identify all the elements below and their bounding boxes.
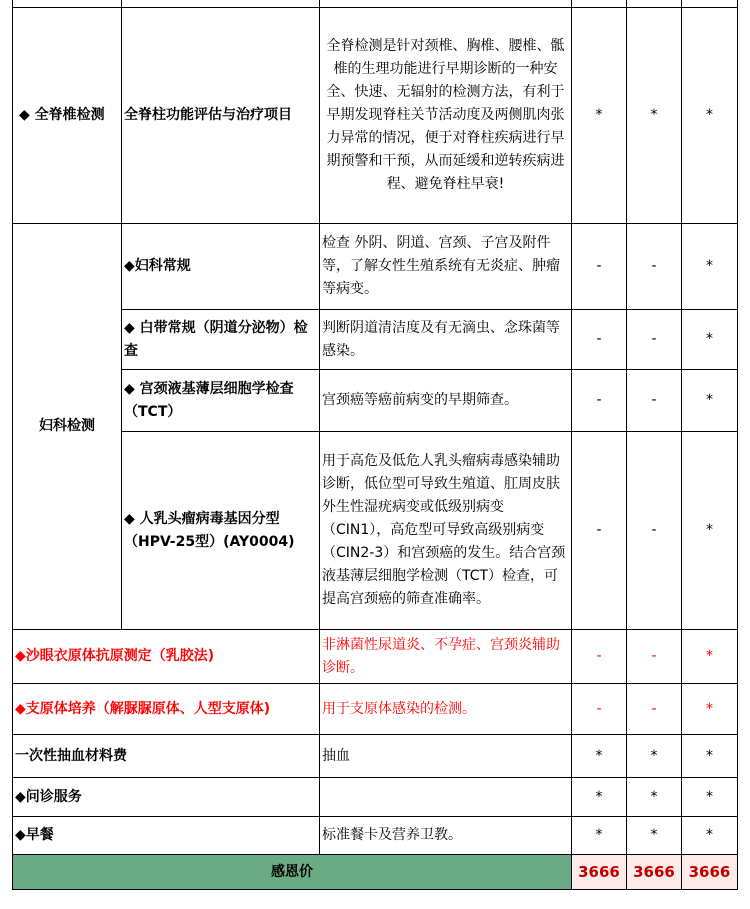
mark-3: *: [682, 224, 738, 310]
mark-2: -: [627, 432, 682, 630]
mark-3: *: [682, 778, 738, 817]
item-blood: 一次性抽血材料费: [13, 735, 320, 778]
mark-1: -: [572, 432, 627, 630]
desc-spine: 全脊检测是针对颈椎、胸椎、腰椎、骶椎的生理功能进行早期诊断的一种安全、快速、无辐射的检测方法，有利于早期发现脊柱关节活动度及两侧肌肉张力异常的情况，便于对脊柱疾病进行早期预警和干预，从而延缓和逆转疾病进程、避免脊柱早衰!: [320, 8, 572, 224]
mark-2: -: [627, 224, 682, 310]
desc-blood: 抽血: [320, 735, 572, 778]
item-spine: 全脊柱功能评估与治疗项目: [122, 8, 320, 224]
mark-1: -: [572, 370, 627, 432]
item-tct: ◆ 宫颈液基薄层细胞学检查（TCT）: [122, 370, 320, 432]
item-consult: ◆问诊服务: [13, 778, 320, 817]
mark-1: -: [572, 224, 627, 310]
desc-gyn-routine: 检查 外阴、阴道、宫颈、子宫及附件等，了解女性生殖系统有无炎症、肿瘤等病变。: [320, 224, 572, 310]
desc-mycoplasma: 用于支原体感染的检测。: [320, 684, 572, 735]
table-row: [13, 855, 738, 890]
mark-1: -: [572, 310, 627, 370]
mark-1: *: [572, 778, 627, 817]
mark-2: -: [627, 630, 682, 684]
table-row: [13, 310, 738, 370]
package-table: [12, 0, 738, 890]
desc-leucorrhea: 判断阴道清洁度及有无滴虫、念珠菌等感染。: [320, 310, 572, 370]
mark-3: *: [682, 735, 738, 778]
mark-3: *: [682, 684, 738, 735]
mark-3: *: [682, 370, 738, 432]
price-2: 3666: [627, 855, 682, 890]
table-row: [13, 630, 738, 684]
mark-1: *: [572, 735, 627, 778]
category-gyn: 妇科检测: [13, 224, 122, 630]
mark-1: -: [572, 630, 627, 684]
table-row: [13, 778, 738, 817]
total-label: 感恩价: [13, 855, 572, 890]
mark-2: -: [627, 370, 682, 432]
mark-1: -: [572, 684, 627, 735]
mark-3: *: [682, 432, 738, 630]
item-mycoplasma: ◆支原体培养（解脲脲原体、人型支原体): [13, 684, 320, 735]
item-hpv: ◆ 人乳头瘤病毒基因分型（HPV-25型）(AY0004): [122, 432, 320, 630]
item-leucorrhea: ◆ 白带常规（阴道分泌物）检查: [122, 310, 320, 370]
mark-2: -: [627, 684, 682, 735]
mark-3: *: [682, 630, 738, 684]
table-row: [13, 817, 738, 855]
mark-1: *: [572, 8, 627, 224]
table-row: [13, 224, 738, 310]
price-1: 3666: [572, 855, 627, 890]
desc-tct: 宫颈癌等癌前病变的早期筛查。: [320, 370, 572, 432]
category-spine: ◆ 全脊椎检测: [13, 8, 122, 224]
mark-2: *: [627, 817, 682, 855]
item-breakfast: ◆早餐: [13, 817, 320, 855]
mark-2: *: [627, 778, 682, 817]
table-row: [13, 8, 738, 224]
table-row: [13, 370, 738, 432]
table-row: [13, 684, 738, 735]
mark-3: *: [682, 8, 738, 224]
desc-breakfast: 标准餐卡及营养卫教。: [320, 817, 572, 855]
item-gyn-routine: ◆妇科常规: [122, 224, 320, 310]
item-chlamydia: ◆沙眼衣原体抗原测定（乳胶法): [13, 630, 320, 684]
mark-2: *: [627, 735, 682, 778]
mark-1: *: [572, 817, 627, 855]
mark-2: -: [627, 310, 682, 370]
table-row: [13, 432, 738, 630]
table-row: [13, 0, 738, 8]
mark-2: *: [627, 8, 682, 224]
desc-hpv: 用于高危及低危人乳头瘤病毒感染辅助诊断，低位型可导致生殖道、肛周皮肤外生性湿疣病变或低级别病变（CIN1），高危型可导致高级别病变（CIN2-3）和宫颈癌的发生。结合宫颈液基薄层细胞学检测（TCT）检查，可提高宫颈癌的筛查准确率。: [320, 432, 572, 630]
mark-3: *: [682, 310, 738, 370]
mark-3: *: [682, 817, 738, 855]
price-3: 3666: [682, 855, 738, 890]
desc-chlamydia: 非淋菌性尿道炎、不孕症、宫颈炎辅助诊断。: [320, 630, 572, 684]
desc-consult: [320, 778, 572, 817]
table-row: [13, 735, 738, 778]
